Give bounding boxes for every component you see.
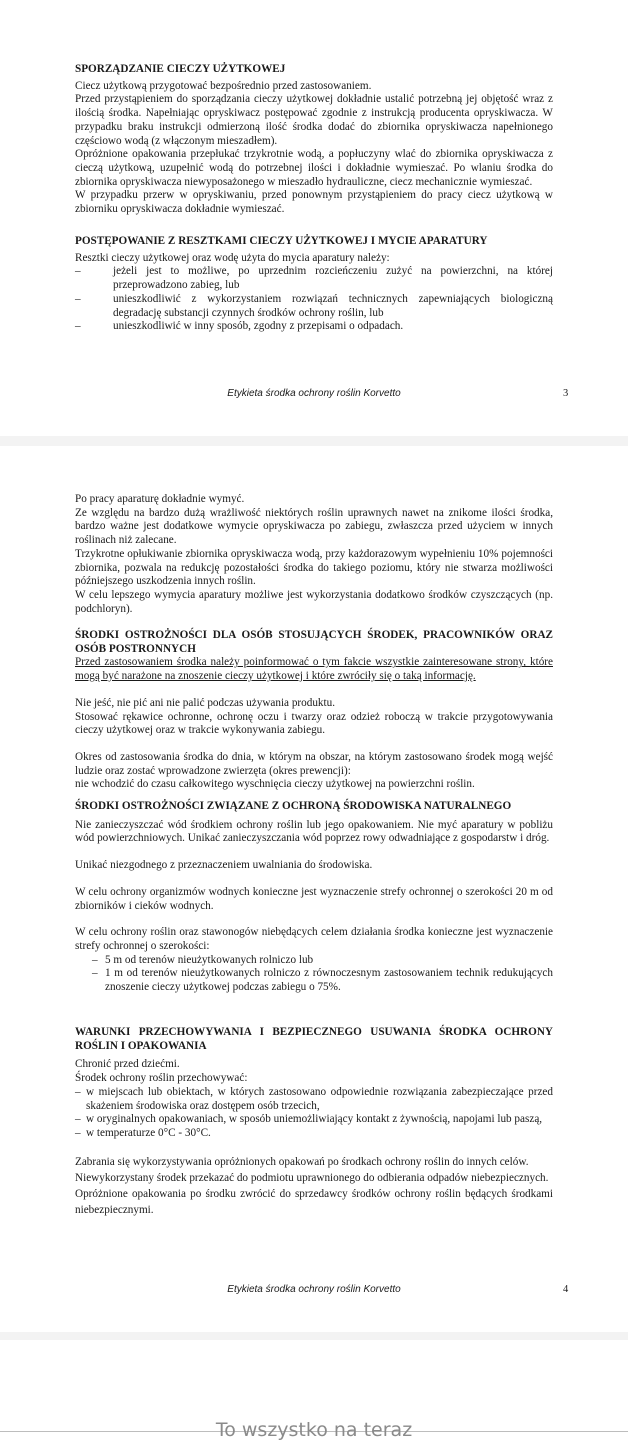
bullet: – [75, 1085, 81, 1098]
bullet: – [75, 265, 81, 278]
document-page-3 [0, 0, 628, 436]
paragraph: Okres od zastosowania środka do dnia, w którym na obszar, na którym zastosowano środek mogą wejść ludzie oraz zostać wprowadzone zwierzęta (okres prewencji): [75, 750, 553, 777]
section-heading: POSTĘPOWANIE Z RESZTKAMI CIECZY UŻYTKOWEJ I MYCIE APARATURY [75, 235, 488, 247]
page-footer: Etykieta środka ochrony roślin Korvetto [227, 388, 401, 399]
list-item-text: 5 m od terenów nieużytkowanych rolniczo lub [105, 953, 314, 966]
section-heading: ŚRODKI OSTROŻNOŚCI DLA OSÓB STOSUJĄCYCH ŚRODEK, PRACOWNIKÓW ORAZ OSÓB POSTRONNYCH [75, 629, 553, 655]
list-item-text: unieszkodliwić z wykorzystaniem rozwiązań technicznych zapewniających biologiczną degradację substancji czynnych środków ochrony roślin, lub [113, 292, 553, 319]
paragraph: Opróżnione opakowania przepłukać trzykrotnie wodą, a popłuczyny wlać do zbiornika opryskiwacza z cieczą użytkową, uzupełnić wodą do potrzebnej ilości i dokładnie wymieszać. Po wlaniu środka do zbiornika opryskiwacza niewyposażonego w mieszadło hydrauliczne, ciecz mechanicznie wymieszać. [75, 148, 553, 188]
bullet: – [92, 967, 98, 980]
page-footer: Etykieta środka ochrony roślin Korvetto [227, 1284, 401, 1295]
bullet: – [75, 320, 81, 333]
section-residues [75, 235, 553, 334]
list-item [75, 954, 553, 968]
paragraph: Ze względu na bardzo dużą wrażliwość niektórych roślin uprawnych nawet na znikome ilości środka, bardzo ważne jest dodatkowe wymycie opryskiwacza po zabiegu, zwłaszcza przed użyciem w innych roślinach niż zalecane. [75, 506, 553, 547]
section-preparation [75, 63, 553, 217]
page-separator [0, 436, 628, 446]
paragraph: W przypadku przerw w opryskiwaniu, przed ponownym przystąpieniem do pracy ciecz użytkową w zbiorniku opryskiwacza dokładnie wymieszać. [75, 189, 553, 216]
paragraph: Środek ochrony roślin przechowywać: [75, 1072, 248, 1085]
section-washing-continued [75, 493, 553, 616]
list-item [75, 967, 553, 994]
list-item-text: unieszkodliwić w inny sposób, zgodny z przepisami o odpadach. [113, 320, 404, 333]
page-separator [0, 1332, 628, 1340]
list-item [75, 293, 553, 320]
list-item-text: w temperaturze 0°C - 30°C. [86, 1126, 211, 1139]
paragraph: W celu ochrony organizmów wodnych konieczne jest wyznaczenie strefy ochronnej o szerokości 20 m od zbiorników i cieków wodnych. [75, 885, 553, 912]
list-item-text: w oryginalnych opakowaniach, w sposób uniemożliwiający kontakt z żywnością, napojami lub paszą, [86, 1113, 543, 1126]
paragraph: W celu ochrony roślin oraz stawonogów niebędących celem działania środka konieczne jest wyznaczenie strefy ochronnej o szerokości: [75, 926, 553, 952]
list-item [75, 1086, 553, 1113]
bullet: – [75, 292, 81, 305]
bullet: – [75, 1126, 81, 1139]
section-heading: SPORZĄDZANIE CIECZY UŻYTKOWEJ [75, 63, 286, 75]
paragraph: Zabrania się wykorzystywania opróżnionych opakowań po środkach ochrony roślin do innych celów. [75, 1155, 529, 1168]
paragraph: Niewykorzystany środek przekazać do podmiotu uprawnionego do odbierania odpadów niebezpiecznych. [75, 1171, 549, 1184]
list-item [75, 265, 553, 292]
paragraph: Stosować rękawice ochronne, ochronę oczu i twarzy oraz odzież roboczą w trakcie przygotowywania cieczy użytkowej oraz w trakcie wykonywania zabiegu. [75, 710, 553, 737]
page-number: 4 [563, 1284, 569, 1295]
end-of-content-divider [0, 1419, 628, 1443]
paragraph: Ciecz użytkową przygotować bezpośrednio przed zastosowaniem. [75, 79, 372, 92]
list-item-text: jeżeli jest to możliwe, po uprzednim rozcieńczeniu zużyć na powierzchni, na której przeprowadzono zabieg, lub [113, 265, 553, 292]
list-item [75, 1113, 553, 1127]
paragraph: Resztki cieczy użytkowej oraz wodę użyta do mycia aparatury należy: [75, 251, 390, 264]
section-heading: WARUNKI PRZECHOWYWANIA I BEZPIECZNEGO USUWANIA ŚRODKA OCHRONY ROŚLIN I OPAKOWANIA [75, 1026, 553, 1052]
list-item [75, 320, 553, 334]
paragraph: Unikać niezgodnego z przeznaczeniem uwalniania do środowiska. [75, 859, 373, 872]
paragraph: Po pracy aparaturę dokładnie wymyć. [75, 493, 245, 505]
section-environment [75, 800, 553, 995]
paragraph: nie wchodzić do czasu całkowitego wyschnięcia cieczy użytkowej na powierzchni roślin. [75, 778, 475, 791]
underlined-notice: Przed zastosowaniem środka należy poinformować o tym fakcie wszystkie zainteresowane strony, które mogą być narażone na znoszenie cieczy użytkowej i które zwróciły się o taką informację. [75, 656, 553, 683]
paragraph: Trzykrotne opłukiwanie zbiornika opryskiwacza wodą, przy każdorazowym wypełnieniu 10% pojemności zbiornika, pozwala na redukcję pozostałości środka do takiego poziomu, który nie stwarza możliwości późniejszego uszkodzenia innych roślin. [75, 547, 553, 588]
end-of-content-message: To wszystko na teraz [215, 1419, 413, 1441]
list-item-text: 1 m od terenów nieużytkowanych rolniczo z równoczesnym zastosowaniem technik redukujących znoszenie cieczy użytkowej podczas zabiegu o 75%. [105, 967, 553, 994]
paragraph: Przed przystąpieniem do sporządzania cieczy użytkowej dokładnie ustalić potrzebną jej objętość wraz z ilością środka. Napełniając opryskiwacz postępować zgodnie z instrukcją producenta opryskiwacza. W przypadku braku instrukcji odmierzoną ilość środka dodać do zbiornika opryskiwacza napełnionego częściowo wodą (z włączonym mieszadłem). [75, 93, 553, 147]
section-heading: ŚRODKI OSTROŻNOŚCI ZWIĄZANE Z OCHRONĄ ŚRODOWISKA NATURALNEGO [75, 800, 512, 812]
paragraph: Opróżnione opakowania po środku zwrócić do sprzedawcy środków ochrony roślin będących środkami niebezpiecznymi. [75, 1187, 553, 1216]
paragraph: Nie zanieczyszczać wód środkiem ochrony roślin lub jego opakowaniem. Nie myć aparatury w pobliżu wód powierzchniowych. Unikać zanieczyszczania wód poprzez rowy odwadniające z gospodarstw i dróg. [75, 818, 553, 845]
paragraph: Chronić przed dziećmi. [75, 1058, 180, 1071]
paragraph: Nie jeść, nie pić ani nie palić podczas używania produktu. [75, 696, 336, 709]
page-number: 3 [563, 388, 569, 399]
section-precautions-persons [75, 629, 553, 792]
bullet: – [92, 953, 98, 966]
paragraph: W celu lepszego wymycia aparatury możliwe jest wykorzystania dodatkowo środków czyszczących (np. podchloryn). [75, 588, 553, 615]
bullet: – [75, 1113, 81, 1126]
list-item-text: w miejscach lub obiektach, w których zastosowano odpowiednie rozwiązania zabezpieczające przed skażeniem środowiska oraz dostępem osób trzecich, [86, 1085, 553, 1112]
list-item [75, 1127, 553, 1141]
section-storage [75, 1026, 553, 1218]
